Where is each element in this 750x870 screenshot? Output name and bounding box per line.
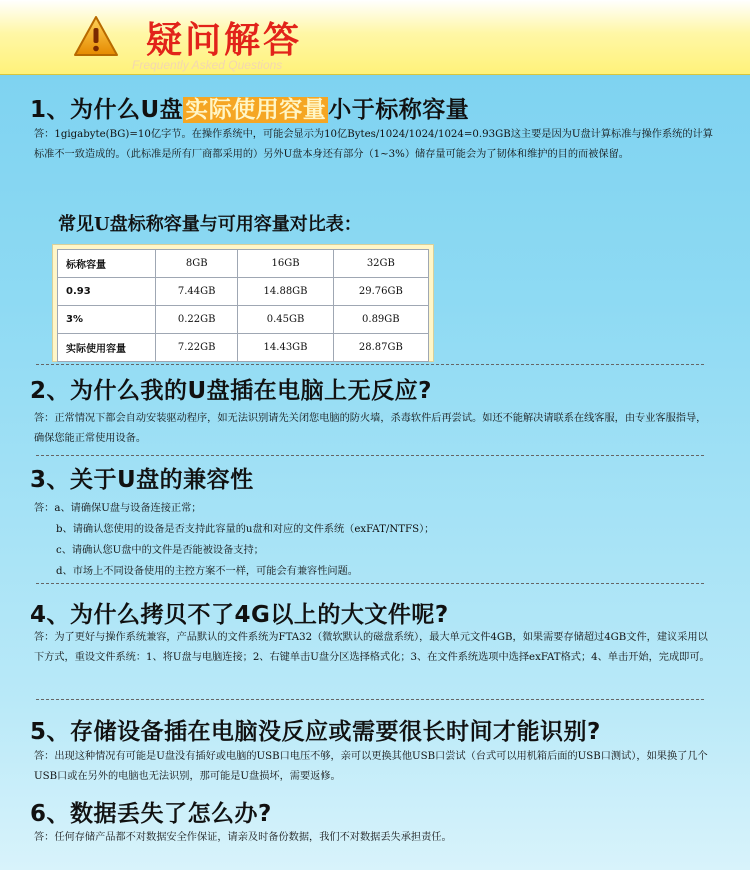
comparison-table-title: 常见U盘标称容量与可用容量对比表： bbox=[58, 214, 362, 235]
answer-4: 答：为了更好与操作系统兼容，产品默认的文件系统为FTA32（微软默认的磁盘系统），最大单元文件4GB，如果需要存储超过4GB文件，建议采用以下方式，重设文件系统：1、将U盘与电脑连接；2、右键单击U盘分区选择格式化；3、在文件系统选项中选择exFAT格式；4、单击开始，完成即可。 bbox=[34, 632, 710, 663]
divider bbox=[36, 583, 704, 584]
list-item: b、请确认您使用的设备是否支持此容量的u盘和对应的文件系统（exFAT/NTFS）； bbox=[56, 524, 435, 535]
question-4-title: 4、为什么拷贝不了4G以上的大文件呢? bbox=[30, 602, 449, 628]
question-3-title: 3、关于U盘的兼容性 bbox=[30, 467, 254, 493]
table-row-label: 3% bbox=[58, 306, 156, 334]
question-5-title: 5、存储设备插在电脑没反应或需要很长时间才能识别? bbox=[30, 719, 601, 745]
page-subtitle: Frequently Asked Questions bbox=[132, 58, 283, 72]
table-row bbox=[58, 306, 429, 334]
table-cell: 8GB bbox=[156, 250, 238, 278]
table-cell: 14.88GB bbox=[238, 278, 333, 306]
table-cell: 0.89GB bbox=[333, 306, 428, 334]
list-item: c、请确认您U盘中的文件是否能被设备支持； bbox=[56, 545, 264, 556]
question-1-title-highlight: 实际使用容量 bbox=[185, 97, 327, 123]
table-row bbox=[58, 334, 429, 362]
table-row bbox=[58, 250, 429, 278]
table-cell: 14.43GB bbox=[238, 334, 333, 362]
table-cell: 28.87GB bbox=[333, 334, 428, 362]
question-1-title-pre: 1、为什么U盘 bbox=[30, 97, 184, 123]
answer-2: 答：正常情况下都会自动安装驱动程序，如无法识别请先关闭您电脑的防火墙，杀毒软件后再尝试。如还不能解决请联系在线客服，由专业客服指导，确保您能正常使用设备。 bbox=[34, 413, 707, 444]
table-cell: 0.22GB bbox=[156, 306, 238, 334]
answer-6: 答：任何存储产品都不对数据安全作保证，请亲及时备份数据，我们不对数据丢失承担责任。 bbox=[34, 832, 452, 843]
table-cell: 0.45GB bbox=[238, 306, 333, 334]
page-title: 疑问解答 bbox=[146, 19, 303, 61]
list-item: d、市场上不同设备使用的主控方案不一样，可能会有兼容性问题。 bbox=[56, 566, 358, 577]
table-row bbox=[58, 278, 429, 306]
table-cell: 7.44GB bbox=[156, 278, 238, 306]
table-cell: 7.22GB bbox=[156, 334, 238, 362]
divider bbox=[36, 699, 704, 700]
question-1-title-post: 小于标称容量 bbox=[328, 97, 470, 123]
question-6-title: 6、数据丢失了怎么办? bbox=[30, 801, 272, 827]
answer-1: 答：1gigabyte(BG)=10亿字节。在操作系统中，可能会显示为10亿Bytes/1024/1024/1024=0.93GB这主要是因为U盘计算标准与操作系统的计算标准不一致造成的。（此标准是所有厂商都采用的）另外U盘本身还有部分（1~3%）储存量可能会为了韧体和维护的目的而被保留。 bbox=[34, 129, 713, 160]
faq-header bbox=[0, 0, 750, 75]
table-cell: 29.76GB bbox=[333, 278, 428, 306]
table-cell: 32GB bbox=[333, 250, 428, 278]
divider bbox=[36, 364, 704, 365]
table-cell: 16GB bbox=[238, 250, 333, 278]
divider bbox=[36, 455, 704, 456]
comparison-table-frame bbox=[52, 244, 434, 362]
question-2-title: 2、为什么我的U盘插在电脑上无反应? bbox=[30, 378, 433, 404]
comparison-table bbox=[57, 249, 429, 362]
table-row-label: 实际使用容量 bbox=[58, 334, 156, 362]
table-row-label: 0.93 bbox=[58, 278, 156, 306]
answer-5: 答：出现这种情况有可能是U盘没有插好或电脑的USB口电压不够，亲可以更换其他USB口尝试（台式可以用机箱后面的USB口测试），如果换了几个USB口或在另外的电脑也无法识别，那可能是U盘损坏，需要返修。 bbox=[34, 751, 708, 782]
table-row-label: 标称容量 bbox=[58, 250, 156, 278]
warning-icon bbox=[72, 14, 120, 58]
list-item: 答：a、请确保U盘与设备连接正常； bbox=[34, 503, 202, 514]
question-1-title bbox=[30, 91, 469, 124]
